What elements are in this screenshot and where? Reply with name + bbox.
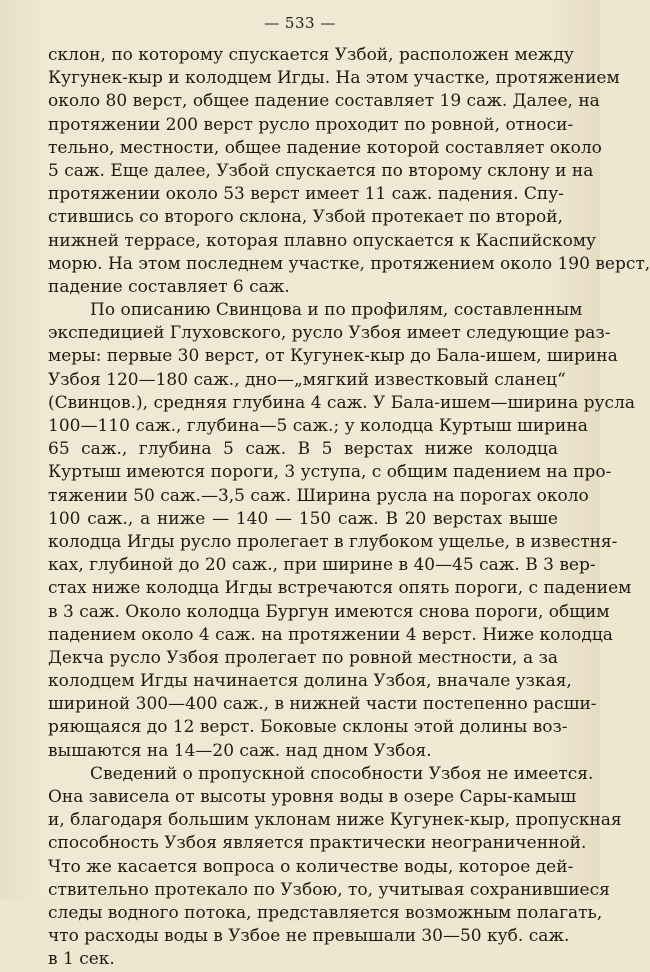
text-line: следы водного потока, представляется возможным полагать, (48, 902, 603, 923)
text-line: ках, глубиной до 20 саж., при ширине в 40—45 саж. В 3 вер- (48, 555, 596, 576)
text-line: тяжении 50 саж.—3,5 саж. Ширина русла на порогах около (48, 485, 589, 506)
text-line: 65 саж., глубина 5 саж. В 5 верстах ниже колодца (48, 439, 558, 460)
page-number: — 533 — (264, 14, 336, 32)
text-line: Что же касается вопроса о количестве воды, которое дей- (48, 856, 574, 877)
text-line: колодца Игды русло пролегает в глубоком ущелье, в известня- (48, 531, 618, 552)
text-line: Сведений о пропускной способности Узбоя не имеется. (90, 763, 594, 784)
text-line: около 80 верст, общее падение составляет 19 саж. Далее, на (48, 91, 600, 112)
text-line: падением около 4 саж. на протяжении 4 верст. Ниже колодца (48, 624, 613, 645)
text-line: и, благодаря большим уклонам ниже Кугунек-кыр, пропускная (48, 810, 622, 831)
text-line: Она зависела от высоты уровня воды в озере Сары-камыш (48, 787, 577, 807)
text-line: что расходы воды в Узбое не превышали 30—50 куб. саж. (48, 926, 570, 947)
text-line: 5 саж. Еще далее, Узбой спускается по второму склону и на (48, 160, 594, 181)
text-line: стах ниже колодца Игды встречаются опять пороги, с падением (48, 578, 632, 599)
text-line: колодцем Игды начинается долина Узбоя, вначале узкая, (48, 671, 572, 692)
text-line: шириной 300—400 саж., в нижней части постепенно расши- (48, 694, 597, 715)
page-body (48, 44, 650, 972)
text-line: Декча русло Узбоя пролегает по ровной местности, а за (48, 647, 558, 668)
paragraph (48, 44, 650, 299)
text-line: нижней террасе, которая плавно опускается к Каспийскому (48, 230, 597, 251)
text-line: Кугунек-кыр и колодцем Игды. На этом участке, протяжением (48, 68, 620, 89)
paragraph (48, 763, 622, 972)
text-line: ряющаяся до 12 верст. Боковые склоны этой долины воз- (48, 717, 568, 738)
text-line: протяжении около 53 верст имеет 11 саж. падения. Спу- (48, 184, 564, 205)
text-line: в 3 саж. Около колодца Бургун имеются снова пороги, общим (48, 601, 610, 622)
text-line: 100 саж., а ниже — 140 — 150 саж. В 20 верстах выше (48, 508, 558, 529)
text-line: По описанию Свинцова и по профилям, составленным (90, 300, 583, 321)
text-line: в 1 сек. (48, 949, 115, 970)
text-line: стившись со второго склона, Узбой протекает по второй, (48, 207, 563, 228)
text-line: падение составляет 6 саж. (48, 276, 290, 297)
text-line: 100—110 саж., глубина—5 саж.; у колодца Куртыш ширина (48, 416, 588, 436)
text-line: экспедицией Глуховского, русло Узбоя имеет следующие раз- (48, 323, 611, 344)
text-line: склон, по которому спускается Узбой, расположен между (48, 45, 574, 65)
text-line: вышаются на 14—20 саж. над дном Узбоя. (48, 740, 432, 761)
text-line: протяжении 200 верст русло проходит по ровной, относи- (48, 114, 574, 135)
text-line: способность Узбоя является практически неограниченной. (48, 833, 587, 854)
text-line: Узбоя 120—180 саж., дно—„мягкий известковый сланец“ (48, 369, 566, 390)
paragraph (48, 299, 636, 763)
text-line: тельно, местности, общее падение которой составляет около (48, 137, 602, 158)
text-line: меры: первые 30 верст, от Кугунек-кыр до Бала-ишем, ширина (48, 346, 618, 367)
text-line: (Свинцов.), средняя глубина 4 саж. У Бала-ишем—ширина русла (48, 392, 636, 413)
text-line: морю. На этом последнем участке, протяжением около 190 верст, (48, 253, 650, 274)
text-line: Куртыш имеются пороги, 3 уступа, с общим падением на про- (48, 462, 612, 483)
text-line: ствительно протекало по Узбою, то, учитывая сохранившиеся (48, 879, 610, 900)
